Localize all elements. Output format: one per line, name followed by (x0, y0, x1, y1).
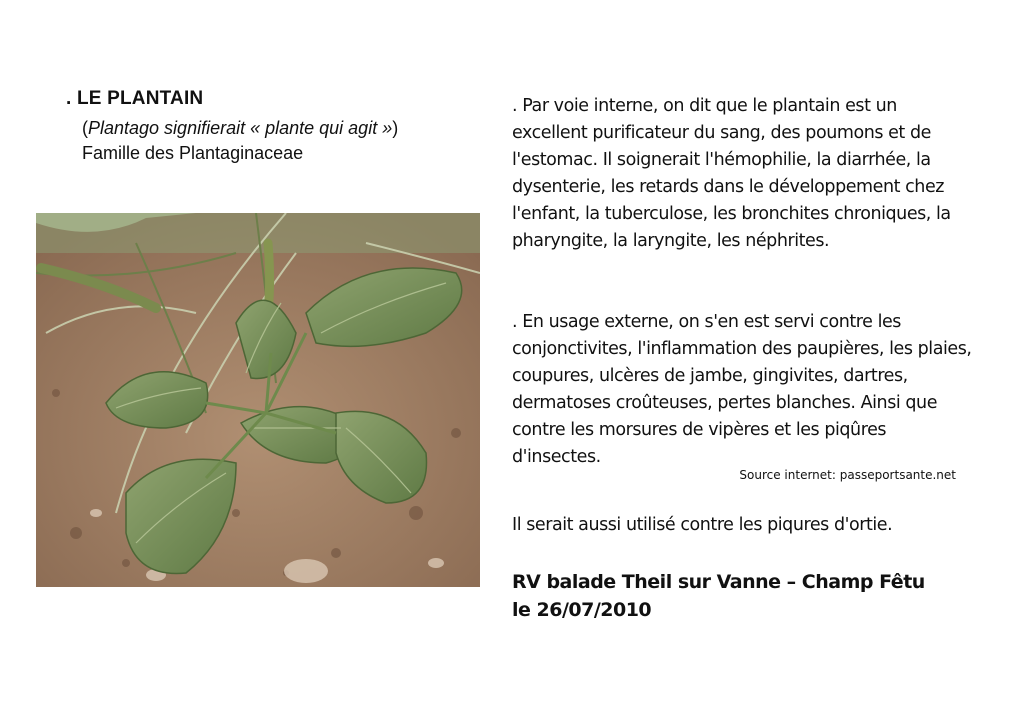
nettle-sting-note: Il serait aussi utilisé contre les piqures d'ortie. (512, 515, 893, 535)
event-date: le 26/07/2010 (512, 599, 652, 621)
latin-name-italic: Plantago signifierait « plante qui agit » (88, 118, 393, 138)
event-info (512, 568, 992, 624)
plantain-photo (36, 213, 480, 587)
latin-name-note: (Plantago signifierait « plante qui agit ») (82, 118, 399, 138)
page-title: . LE PLANTAIN (66, 88, 204, 109)
plant-family: Famille des Plantaginaceae (82, 143, 304, 163)
external-use-paragraph: . En usage externe, on s'en est servi contre les conjonctivites, l'inflammation des paupières, les plaies, coupures, ulcères de jambe, gingivites, dartres, dermatoses croûteuses, pertes blanches. Ainsi que contre les morsures de vipères et les piqûres d'insectes. (512, 312, 972, 467)
internal-use-paragraph: . Par voie interne, on dit que le plantain est un excellent purificateur du sang, des poumons et de l'estomac. Il soignerait l'hémophilie, la diarrhée, la dysenterie, les retards dans le développement chez l'enfant, la tuberculose, les bronchites chroniques, la pharyngite, la laryngite, les néphrites. (512, 96, 951, 251)
event-location: RV balade Theil sur Vanne – Champ Fêtu (512, 571, 925, 593)
source-credit: Source internet: passeportsante.net (739, 468, 956, 482)
